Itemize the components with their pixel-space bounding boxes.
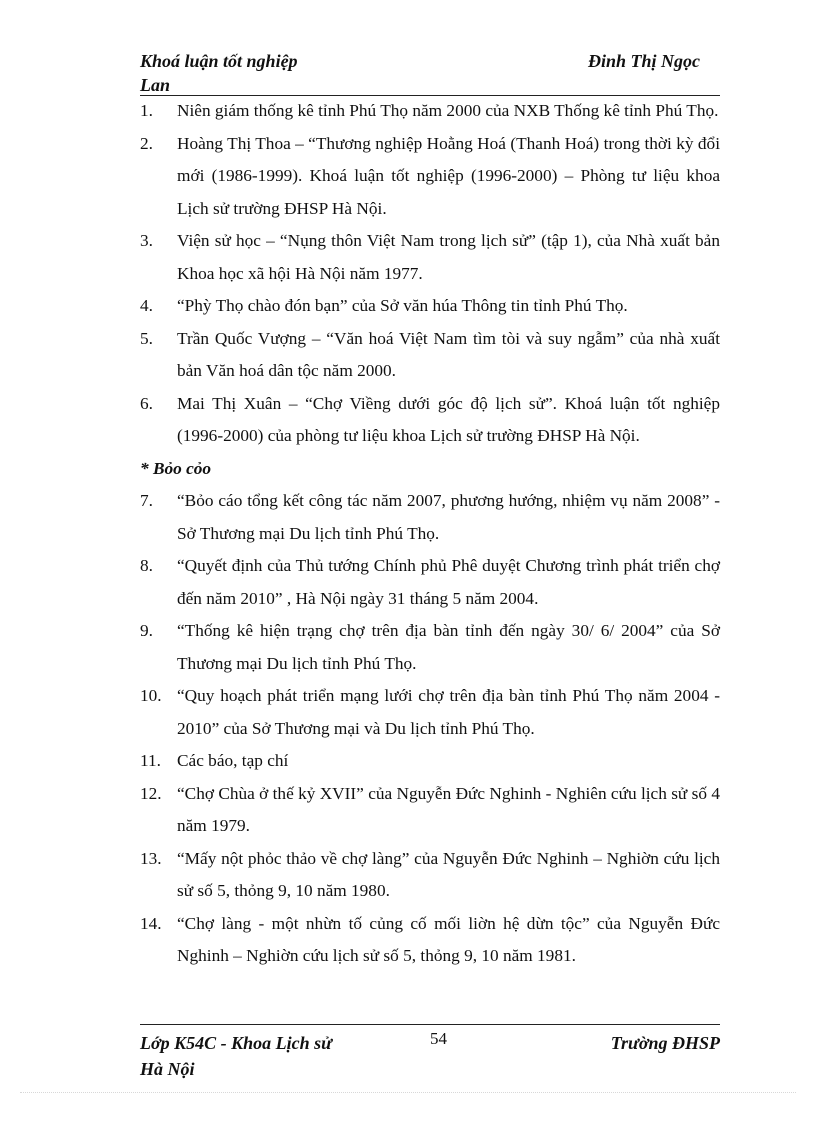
header-author-continuation: Lan (140, 75, 171, 95)
item-number: 7. (140, 491, 153, 510)
item-number: 9. (140, 621, 153, 640)
list-item (140, 485, 720, 550)
list-item (140, 908, 720, 973)
page-header (140, 48, 720, 98)
item-text: Hoàng Thị Thoa – “Thương nghiệp Hoằng Hoá (Thanh Hoá) trong thời kỳ đổi mới (1986-1999). Khoá luận tốt nghiệp (1996-2000) – Phòng tư liệu khoa Lịch sử trường ĐHSP Hà Nội. (177, 133, 720, 218)
item-text: Viện sử học – “Nụng thôn Việt Nam trong lịch sử” (tập 1), của Nhà xuất bản Khoa học xã hội Hà Nội năm 1977. (177, 231, 720, 283)
item-text: “Bỏo cáo tổng kết công tác năm 2007, phương hướng, nhiệm vụ năm 2008” - Sở Thương mại Du lịch tỉnh Phú Thọ. (177, 491, 720, 543)
list-item (140, 550, 720, 615)
item-number: 5. (140, 328, 153, 348)
list-item (140, 95, 720, 128)
item-text: “Mấy nột phỏc thảo về chợ làng” của Nguyễn Đức Nghinh – Nghiờn cứu lịch sử số 5, thỏng 9, 10 năm 1980. (177, 848, 720, 900)
header-author-name: Đinh Thị Ngọc (587, 51, 700, 71)
list-item (140, 290, 720, 323)
list-item (140, 778, 720, 843)
item-number: 11. (140, 751, 161, 770)
item-number: 8. (140, 556, 153, 575)
item-text: Mai Thị Xuân – “Chợ Viềng dưới góc độ lịch sử”. Khoá luận tốt nghiệp (1996-2000) của phòng tư liệu khoa Lịch sử trường ĐHSP Hà Nội. (177, 393, 720, 445)
item-text: Niên giám thống kê tỉnh Phú Thọ năm 2000 của NXB Thống kê tỉnh Phú Thọ. (177, 101, 719, 120)
item-number: 1. (140, 101, 153, 120)
page-edge-divider (20, 1092, 796, 1093)
item-text: “Thống kê hiện trạng chợ trên địa bàn tỉnh đến ngày 30/ 6/ 2004” của Sở Thương mại Du lịch tỉnh Phú Thọ. (177, 621, 720, 673)
footer-school-continuation: Hà Nội (140, 1059, 195, 1079)
item-text: “Chợ Chùa ở thế kỷ XVII” của Nguyễn Đức Nghinh - Nghiên cứu lịch sử số 4 năm 1979. (177, 783, 720, 835)
list-item (140, 615, 720, 680)
item-number: 10. (140, 686, 162, 705)
footer-school-label: Trường ĐHSP (610, 1033, 720, 1053)
item-text: Trần Quốc Vượng – “Văn hoá Việt Nam tìm tòi và suy ngẫm” của nhà xuất bản Văn hoá dân tộc năm 2000. (177, 328, 720, 380)
list-item (140, 745, 720, 778)
footer-rule (140, 1024, 720, 1025)
item-text: “Chợ làng - một nhừn tố củng cố mối liờn hệ dừn tộc” của Nguyễn Đức Nghinh – Nghiờn cứu lịch sử số 5, thỏng 9, 10 năm 1981. (177, 913, 720, 965)
section-heading: * Bỏo cỏo (140, 458, 212, 478)
list-item (140, 225, 720, 290)
item-text: “Phỳ Thọ chào đón bạn” của Sở văn húa Thông tin tỉnh Phú Thọ. (177, 296, 628, 315)
item-number: 13. (140, 848, 162, 868)
item-text: Các báo, tạp chí (177, 751, 289, 770)
item-number: 3. (140, 231, 153, 250)
item-number: 12. (140, 783, 162, 803)
item-number: 2. (140, 133, 153, 153)
page-footer (140, 1030, 720, 1082)
footer-class-label: Lớp K54C - Khoa Lịch sử (140, 1033, 332, 1053)
list-item (140, 843, 720, 908)
item-text: “Quyết định của Thủ tướng Chính phủ Phê duyệt Chương trình phát triển chợ đến năm 2010” , Hà Nội ngày 31 tháng 5 năm 2004. (177, 556, 720, 608)
list-item (140, 323, 720, 388)
item-number: 4. (140, 296, 153, 315)
item-text: “Quy hoạch phát triển mạng lưới chợ trên địa bàn tỉnh Phú Thọ năm 2004 - 2010” của Sở Thương mại và Du lịch tỉnh Phú Thọ. (177, 686, 720, 738)
list-item (140, 128, 720, 226)
page-number: 54 (430, 1029, 447, 1048)
list-item (140, 680, 720, 745)
item-number: 14. (140, 913, 162, 933)
item-number: 6. (140, 393, 153, 413)
header-thesis-label: Khoá luận tốt nghiệp (140, 51, 298, 71)
list-item (140, 388, 720, 453)
reference-list (140, 95, 720, 973)
